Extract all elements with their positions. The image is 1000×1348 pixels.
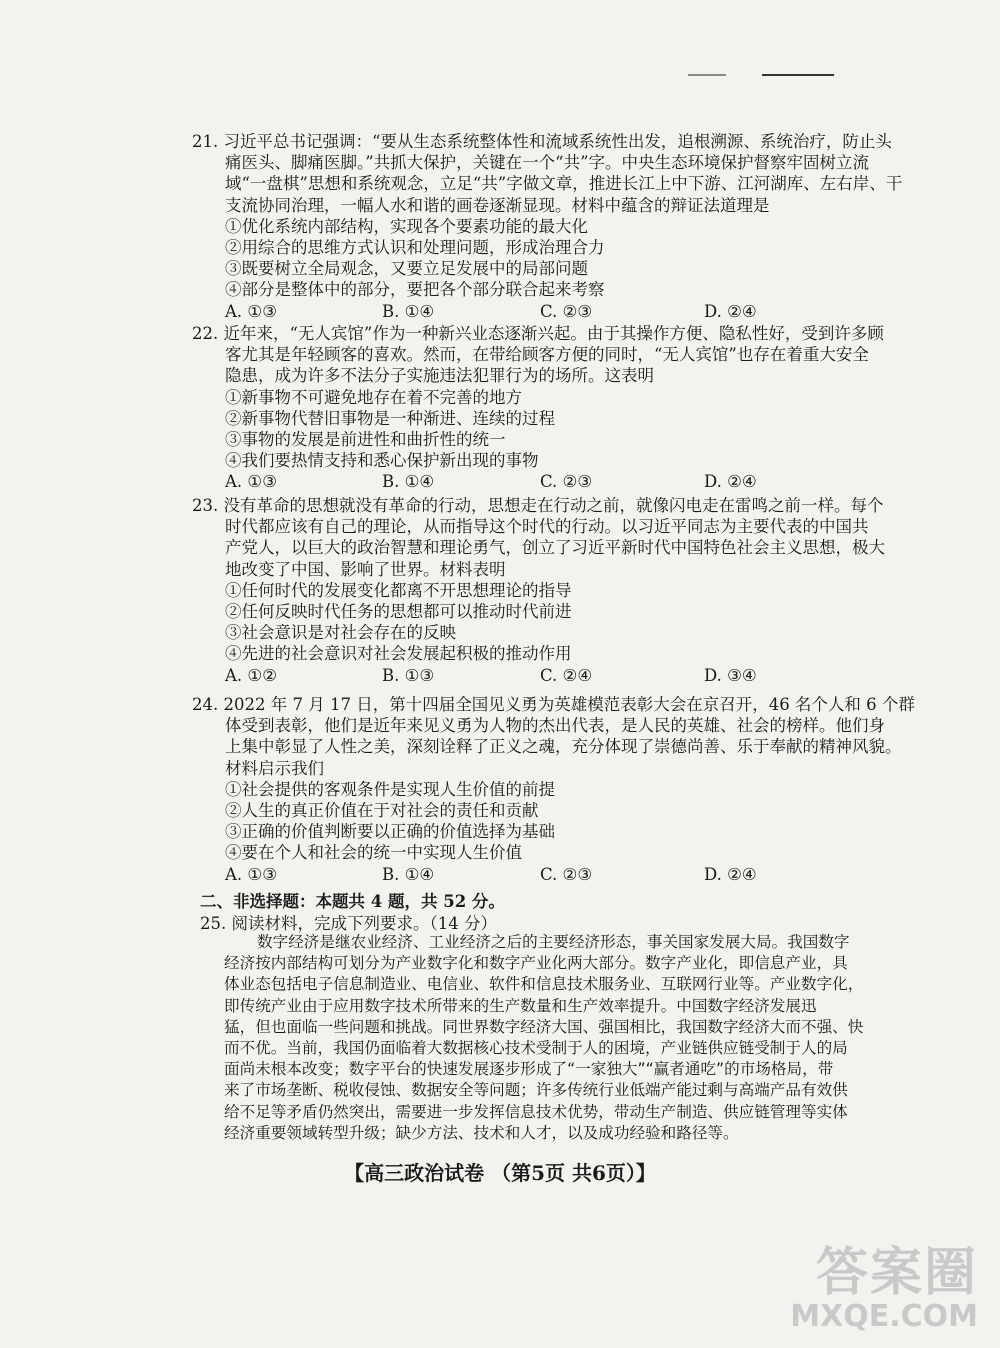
stem-line: 24. 2022 年 7 月 17 日，第十四届全国见义勇为英雄模范表彰大会在京召开，46 名个人和 6 个群	[192, 695, 915, 714]
material-line: 面尚未根本改变；数字平台的快速发展逐步形成了“一家独大”“赢者通吃”的市场格局，带	[224, 1060, 834, 1079]
reading-material	[224, 932, 864, 1144]
watermark	[790, 1230, 978, 1334]
option-d: D. ②④	[704, 472, 757, 492]
statement-item: ③既要树立全局观念，又要立足发展中的局部问题	[225, 259, 588, 279]
section-title: 二、非选择题：本题共 4 题，共 52 分。	[200, 892, 505, 911]
statement-item: ④部分是整体中的部分，要把各个部分联合起来考察	[225, 280, 605, 300]
page-footer: 【高三政治试卷 （第5页 共6页）】	[344, 1161, 656, 1185]
option-c: C. ②④	[540, 665, 593, 685]
question-21	[192, 131, 903, 322]
stem-line: 材料启示我们	[225, 758, 324, 778]
material-line: 即传统产业由于应用数字技术所带来的生产数量和生产效率提升。中国数字经济发展迅	[224, 996, 817, 1015]
material-line: 而不优。当前，我国仍面临着大数据核心技术受制于人的困境，产业链供应链受制于人的局	[224, 1039, 848, 1058]
stem-line: 隐患，成为许多不法分子实施违法犯罪行为的场所。这表明	[225, 366, 654, 386]
option-c: C. ②③	[540, 301, 593, 321]
statement-item: ①社会提供的客观条件是实现人生价值的前提	[225, 779, 555, 799]
stem-line: 域“一盘棋”思想和系统观念，立足“共”字做文章，推进长江上中下游、江河湖库、左右岸、干	[225, 174, 903, 194]
material-line: 来了市场垄断、税收侵蚀、数据安全等问题；许多传统行业低端产能过剩与高端产品有效供	[224, 1081, 848, 1100]
option-a: A. ①③	[225, 301, 277, 321]
statement-item: ②新事物代替旧事物是一种渐进、连续的过程	[225, 408, 555, 428]
option-b: B. ①③	[382, 665, 435, 685]
top-scan-mark	[688, 74, 726, 76]
answer-options	[192, 665, 872, 686]
material-line: 猛，但也面临一些问题和挑战。同世界数字经济大国、强国相比，我国数字经济大而不强、快	[224, 1017, 864, 1036]
stem-line: 痛医头、脚痛医脚。”共抓大保护，关键在一个“共”字。中央生态环境保护督察牢固树立流	[225, 153, 870, 173]
question-stem	[192, 495, 885, 580]
stem-line: 地改变了中国、影响了世界。材料表明	[225, 559, 506, 579]
statement-item: ①优化系统内部结构，实现各个要素功能的最大化	[225, 216, 588, 236]
material-line: 经济重要领域转型升级；缺少方法、技术和人才，以及成功经验和路径等。	[224, 1123, 739, 1142]
material-line: 数字经济是继农业经济、工业经济之后的主要经济形态，事关国家发展大局。我国数字	[257, 933, 850, 951]
statement-item: ②用综合的思维方式认识和处理问题，形成治理合力	[225, 238, 605, 258]
watermark-logo: 答案圈	[815, 1243, 978, 1303]
statement-item: ④先进的社会意识对社会发展起积极的推动作用	[225, 644, 572, 664]
material-line: 经济按内部结构可划分为产业数字化和数字产业化两大部分。数字产业化，即信息产业，具	[224, 954, 848, 973]
option-d: D. ②④	[704, 864, 757, 884]
statement-item: ④要在个人和社会的统一中实现人生价值	[225, 843, 522, 863]
stem-line: 23. 没有革命的思想就没有革命的行动，思想走在行动之前，就像闪电走在雷鸣之前一样。每个	[192, 496, 884, 515]
stem-line: 时代都应该有自己的理论，从而指导这个时代的行动。以习近平同志为主要代表的中国共	[225, 517, 869, 537]
question-stem	[192, 323, 884, 387]
option-d: D. ③④	[704, 665, 757, 685]
question-stem	[192, 694, 915, 779]
question-23	[192, 495, 885, 686]
answer-options	[192, 864, 872, 885]
answer-options	[192, 301, 872, 322]
watermark-url: MXQE.COM	[790, 1299, 978, 1334]
option-a: A. ①③	[225, 864, 277, 884]
statement-item: ②人生的真正价值在于对社会的责任和贡献	[225, 801, 539, 821]
statement-item: ④我们要热情支持和悉心保护新出现的事物	[225, 451, 539, 471]
top-scan-line	[762, 74, 834, 76]
stem-line: 产党人，以巨大的政治智慧和理论勇气，创立了习近平新时代中国特色社会主义思想，极大	[225, 538, 885, 558]
stem-line: 22. 近年来，“无人宾馆”作为一种新兴业态逐渐兴起。由于其操作方便、隐私性好，受到许多顾	[192, 324, 884, 343]
question-stem	[192, 131, 903, 216]
question-25-title: 25. 阅读材料，完成下列要求。（14 分）	[200, 914, 497, 933]
option-c: C. ②③	[540, 472, 593, 492]
option-b: B. ①④	[382, 301, 435, 321]
material-line: 体业态包括电子信息制造业、电信业、软件和信息技术服务业、互联网行业等。产业数字化，	[224, 975, 864, 994]
question-24	[192, 694, 915, 885]
statement-item: ②任何反映时代任务的思想都可以推动时代前进	[225, 602, 572, 622]
statement-item: ③社会意识是对社会存在的反映	[225, 623, 456, 643]
stem-line: 支流协同治理，一幅人水和谐的画卷逐渐显现。材料中蕴含的辩证法道理是	[225, 195, 770, 215]
statement-item: ③事物的发展是前进性和曲折性的统一	[225, 430, 506, 450]
question-22	[192, 323, 884, 493]
option-a: A. ①③	[225, 472, 277, 492]
stem-line: 客尤其是年轻顾客的喜欢。然而，在带给顾客方便的同时，“无人宾馆”也存在着重大安全	[225, 345, 869, 365]
statement-item: ③正确的价值判断要以正确的价值选择为基础	[225, 822, 555, 842]
option-c: C. ②③	[540, 864, 593, 884]
option-b: B. ①④	[382, 472, 435, 492]
option-a: A. ①②	[225, 665, 277, 685]
stem-line: 体受到表彰，他们是近年来见义勇为人物的杰出代表，是人民的英雄、社会的榜样。他们身	[225, 716, 885, 736]
option-b: B. ①④	[382, 864, 435, 884]
statement-item: ①任何时代的发展变化都离不开思想理论的指导	[225, 580, 572, 600]
stem-line: 上集中彰显了人性之美，深刻诠释了正义之魂，充分体现了崇德尚善、乐于奉献的精神风貌。	[225, 737, 902, 757]
answer-options	[192, 471, 872, 492]
option-d: D. ②④	[704, 301, 757, 321]
material-line: 给不足等矛盾仍然突出，需要进一步发挥信息技术优势，带动生产制造、供应链管理等实体	[224, 1102, 848, 1121]
stem-line: 21. 习近平总书记强调：“要从生态系统整体性和流域系统性出发，追根溯源、系统治疗，防止头	[192, 132, 892, 151]
statement-item: ①新事物不可避免地存在着不完善的地方	[225, 387, 522, 407]
